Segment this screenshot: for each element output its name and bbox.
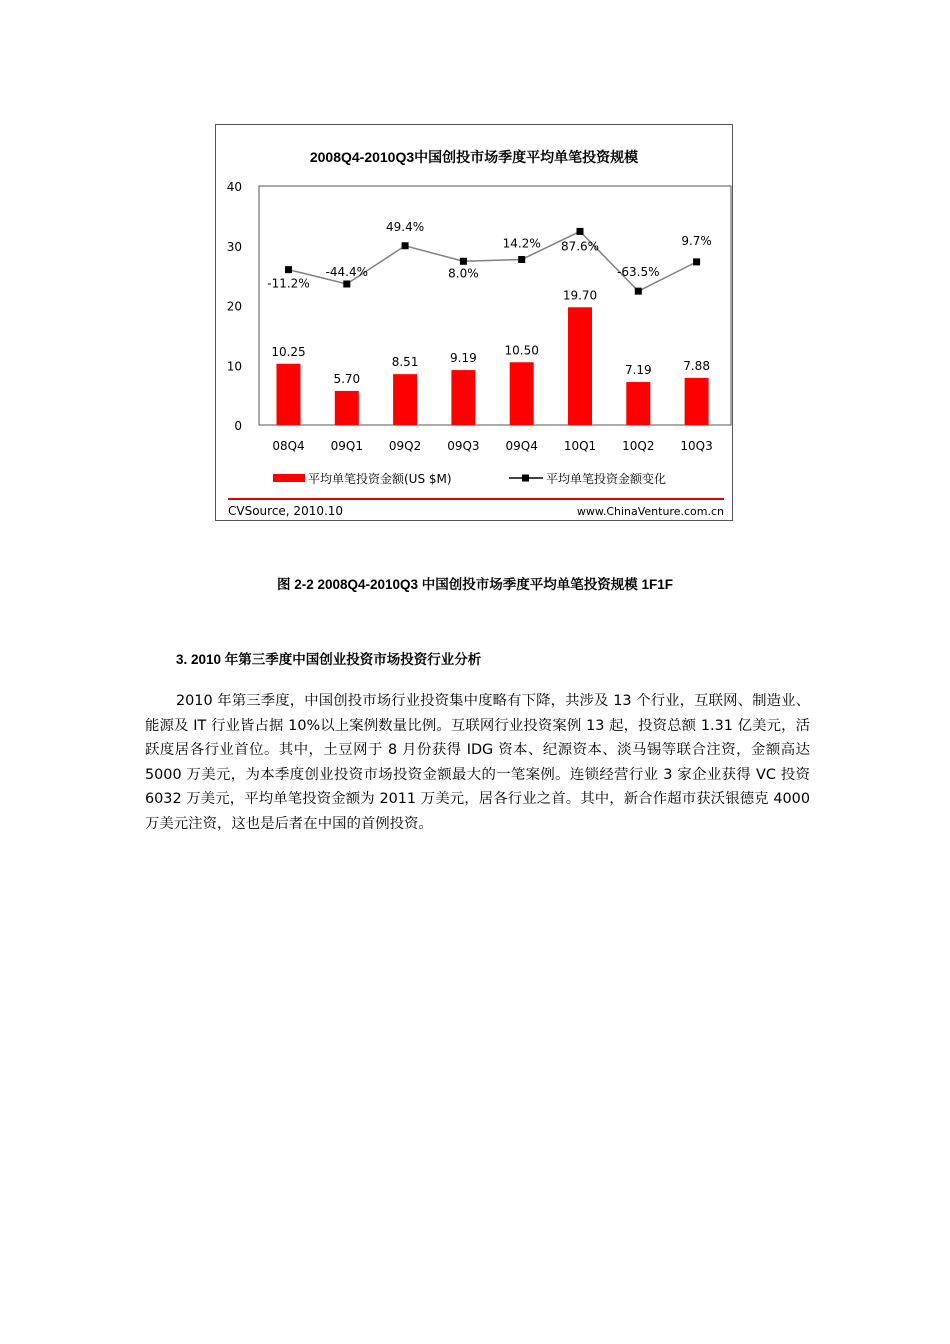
section-heading: 3. 2010 年第三季度中国创业投资市场投资行业分析 [176, 652, 482, 667]
line-point [518, 256, 525, 263]
bar [393, 374, 417, 425]
bar [451, 370, 475, 425]
bar [335, 391, 359, 425]
line-data-label: -63.5% [617, 265, 660, 280]
legend-line-label: 平均单笔投资金额变化 [546, 472, 667, 486]
chart-figure [215, 124, 733, 521]
bar-data-label: 10.50 [504, 343, 539, 358]
chart-svg [216, 125, 732, 520]
line-point [577, 228, 584, 235]
bar-labels [271, 288, 710, 386]
line-data-label: -11.2% [267, 276, 310, 291]
figure-caption: 图 2-2 2008Q4-2010Q3 中国创投市场季度平均单笔投资规模 1F1F [276, 577, 674, 592]
line-data-label: 8.0% [448, 266, 479, 281]
line-point [635, 288, 642, 295]
y-tick-label: 30 [226, 239, 242, 254]
legend-bar-label: 平均单笔投资金额(US $M) [308, 472, 452, 486]
line-data-label: 14.2% [502, 236, 541, 251]
x-axis [272, 439, 712, 453]
body-paragraph: 2010 年第三季度，中国创投市场行业投资集中度略有下降，共涉及 13 个行业，互联网、制造业、能源及 IT 行业皆占据 10%以上案例数量比例。互联网行业投资案例 13 起，投资总额 1.31 亿美元，活跃度居各行业首位。其中，土豆网于 8 月份获得 IDG 资本、纪源资本、淡马锡等联合注资，金额高达 5000 万美元，为本季度创业投资市场投资金额最大的一笔案例。连锁经营行业 3 家企业获得 VC 投资 6032 万美元，平均单笔投资金额为 2011 万美元，居各行业之首。其中，新合作超市获沃银德克 4000 万美元注资，这也是后者在中国的首例投资。 [145, 693, 810, 832]
bar-data-label: 19.70 [562, 288, 598, 303]
bar [277, 364, 301, 425]
y-tick-label: 40 [226, 180, 242, 194]
line-series [285, 228, 700, 295]
plot-area [259, 186, 731, 425]
bar-data-label: 8.51 [391, 355, 419, 370]
line-data-label: 9.7% [681, 233, 712, 248]
x-tick-label: 09Q2 [388, 439, 422, 453]
y-axis [227, 180, 242, 433]
line-point [343, 280, 350, 287]
line-point [693, 258, 700, 265]
bar-data-label: 7.88 [683, 358, 710, 373]
line-labels [267, 220, 712, 291]
website-text: www.ChinaVenture.com.cn [576, 505, 724, 518]
bar-data-label: 5.70 [333, 371, 361, 386]
line-data-label: 87.6% [560, 239, 600, 254]
bar-data-label: 7.19 [624, 363, 652, 378]
bar-data-label: 9.19 [450, 351, 477, 366]
x-tick-label: 09Q1 [330, 439, 363, 453]
line-point [402, 242, 409, 249]
bar [568, 307, 592, 425]
bar-data-label: 10.25 [271, 344, 306, 359]
y-tick-label: 10 [226, 359, 242, 374]
line-data-label: 49.4% [386, 219, 425, 234]
x-tick-label: 08Q4 [272, 439, 305, 453]
x-tick-label: 09Q4 [505, 439, 538, 453]
source-text: CVSource, 2010.10 [228, 504, 344, 518]
bar [510, 362, 534, 425]
x-tick-label: 10Q2 [622, 439, 655, 453]
line-point [285, 266, 292, 273]
legend-line-marker [522, 475, 529, 482]
x-tick-label: 10Q3 [680, 439, 713, 453]
x-tick-label: 10Q1 [563, 439, 597, 453]
bar [685, 378, 709, 425]
chart-title: 2008Q4-2010Q3中国创投市场季度平均单笔投资规模 [309, 149, 639, 165]
legend-bar-swatch [273, 474, 305, 482]
x-tick-label: 09Q3 [447, 439, 480, 453]
y-tick-label: 20 [226, 299, 242, 314]
bar [626, 382, 650, 425]
y-tick-label: 0 [234, 419, 242, 433]
legend [273, 471, 666, 486]
line-point [460, 258, 467, 265]
line-data-label: -44.4% [325, 264, 369, 279]
